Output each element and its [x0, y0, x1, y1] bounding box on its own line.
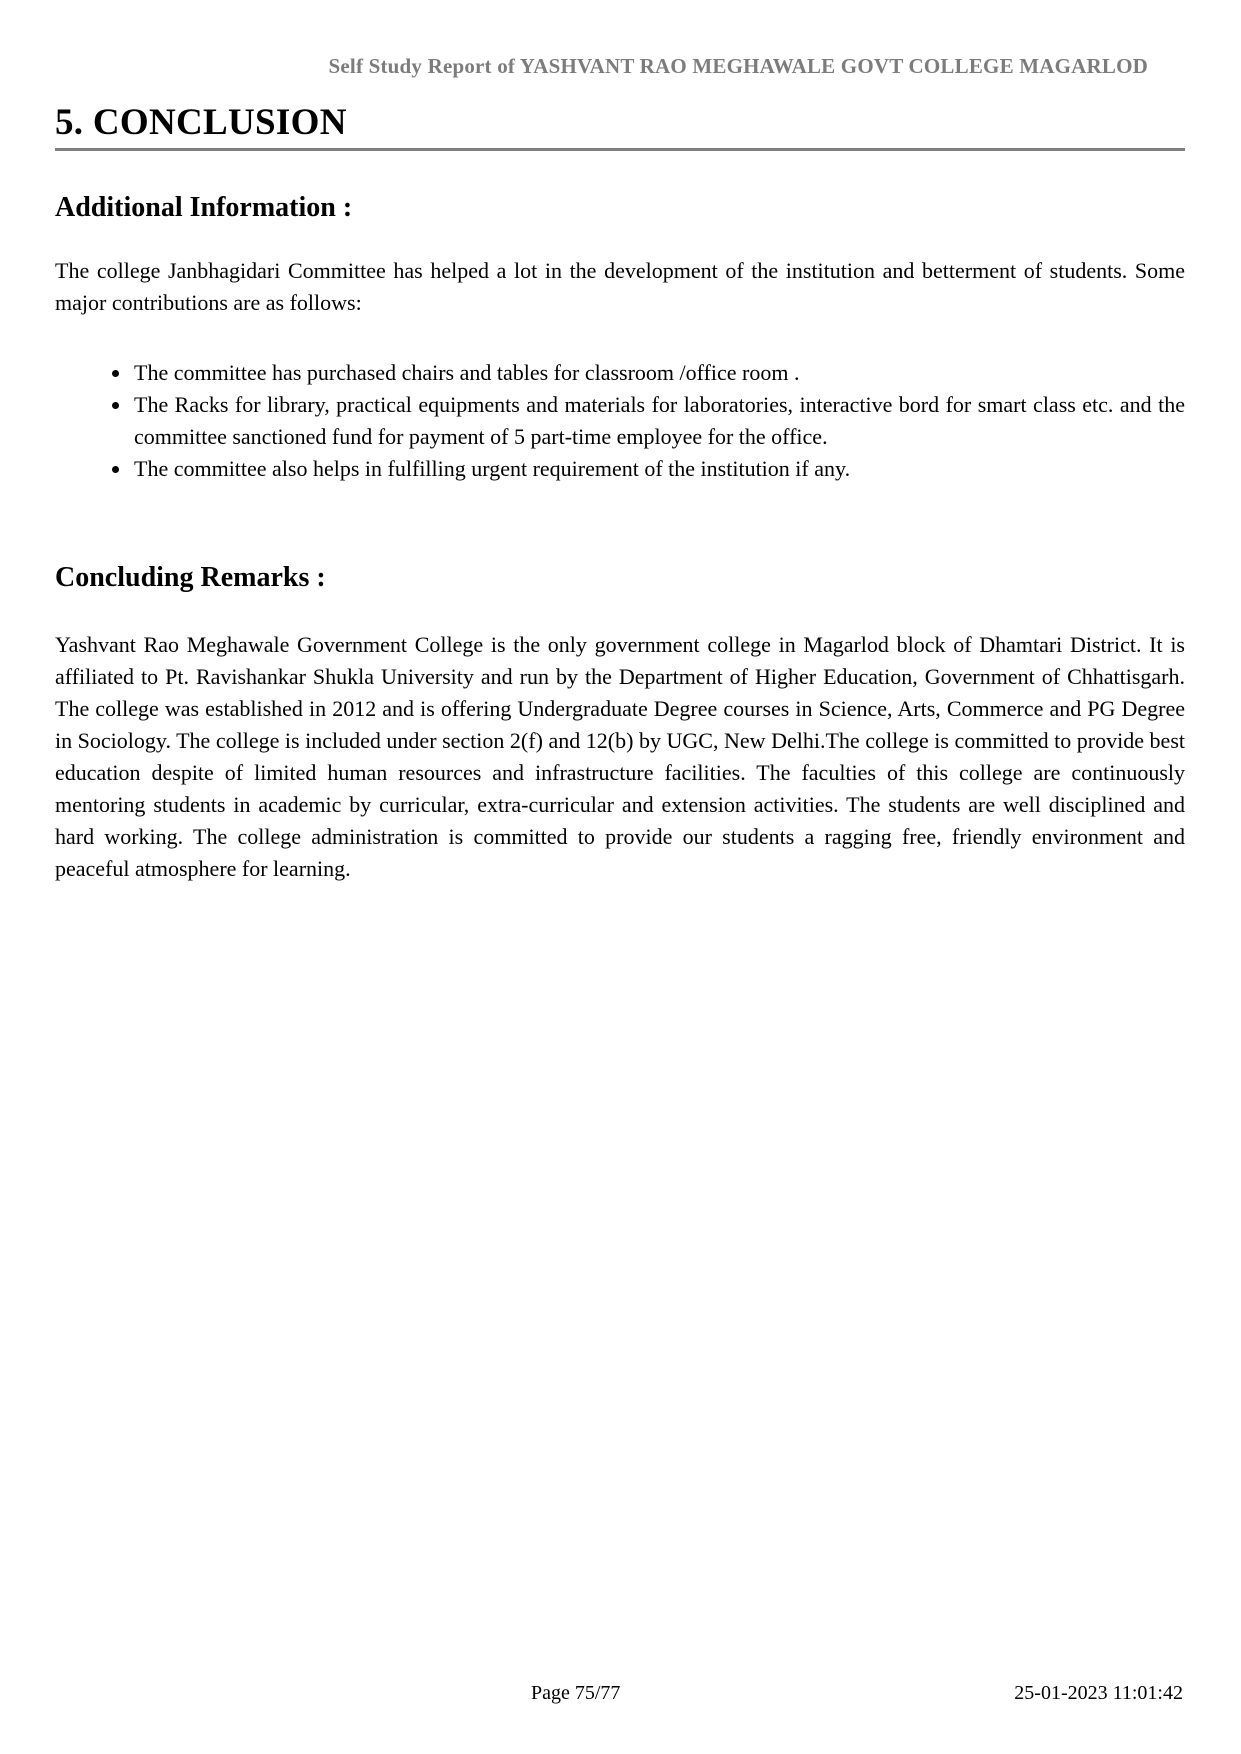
contributions-list [55, 357, 1185, 485]
concluding-remarks-paragraph: Yashvant Rao Meghawale Government College is the only government college in Magarlod block of Dhamtari District. It is affiliated to Pt. Ravishankar Shukla University and run by the Department of Higher Education, Government of Chhattisgarh. The college was established in 2012 and is offering Undergraduate Degree courses in Science, Arts, Commerce and PG Degree in Sociology. The college is included under section 2(f) and 12(b) by UGC, New Delhi.The college is committed to provide best education despite of limited human resources and infrastructure facilities. The faculties of this college are continuously mentoring students in academic by curricular, extra-curricular and extension activities. The students are well disciplined and hard working. The college administration is committed to provide our students a ragging free, friendly environment and peaceful atmosphere for learning. [55, 632, 1185, 881]
list-item: • The Racks for library, practical equipments and materials for laboratories, interactive bord for smart class etc. and the committee sanctioned fund for payment of 5 part-time employee for the office. [132, 389, 1185, 453]
additional-information-heading: Additional Information : [55, 192, 353, 223]
footer-timestamp: 25-01-2023 11:01:42 [1014, 1682, 1183, 1704]
additional-information-intro: The college Janbhagidari Committee has helped a lot in the development of the institution and betterment of students. Some major contributions are as follows: [55, 258, 1185, 315]
page-number: Page 75/77 [531, 1682, 621, 1704]
list-item: • The committee has purchased chairs and tables for classroom /office room . [132, 357, 1185, 389]
page-footer [55, 1681, 1185, 1707]
report-header: Self Study Report of YASHVANT RAO MEGHAWALE GOVT COLLEGE MAGARLOD [328, 54, 1148, 78]
page-title: 5. CONCLUSION [55, 102, 1185, 151]
list-item: • The committee also helps in fulfilling urgent requirement of the institution if any. [132, 453, 1185, 485]
concluding-remarks-heading: Concluding Remarks : [55, 562, 326, 593]
